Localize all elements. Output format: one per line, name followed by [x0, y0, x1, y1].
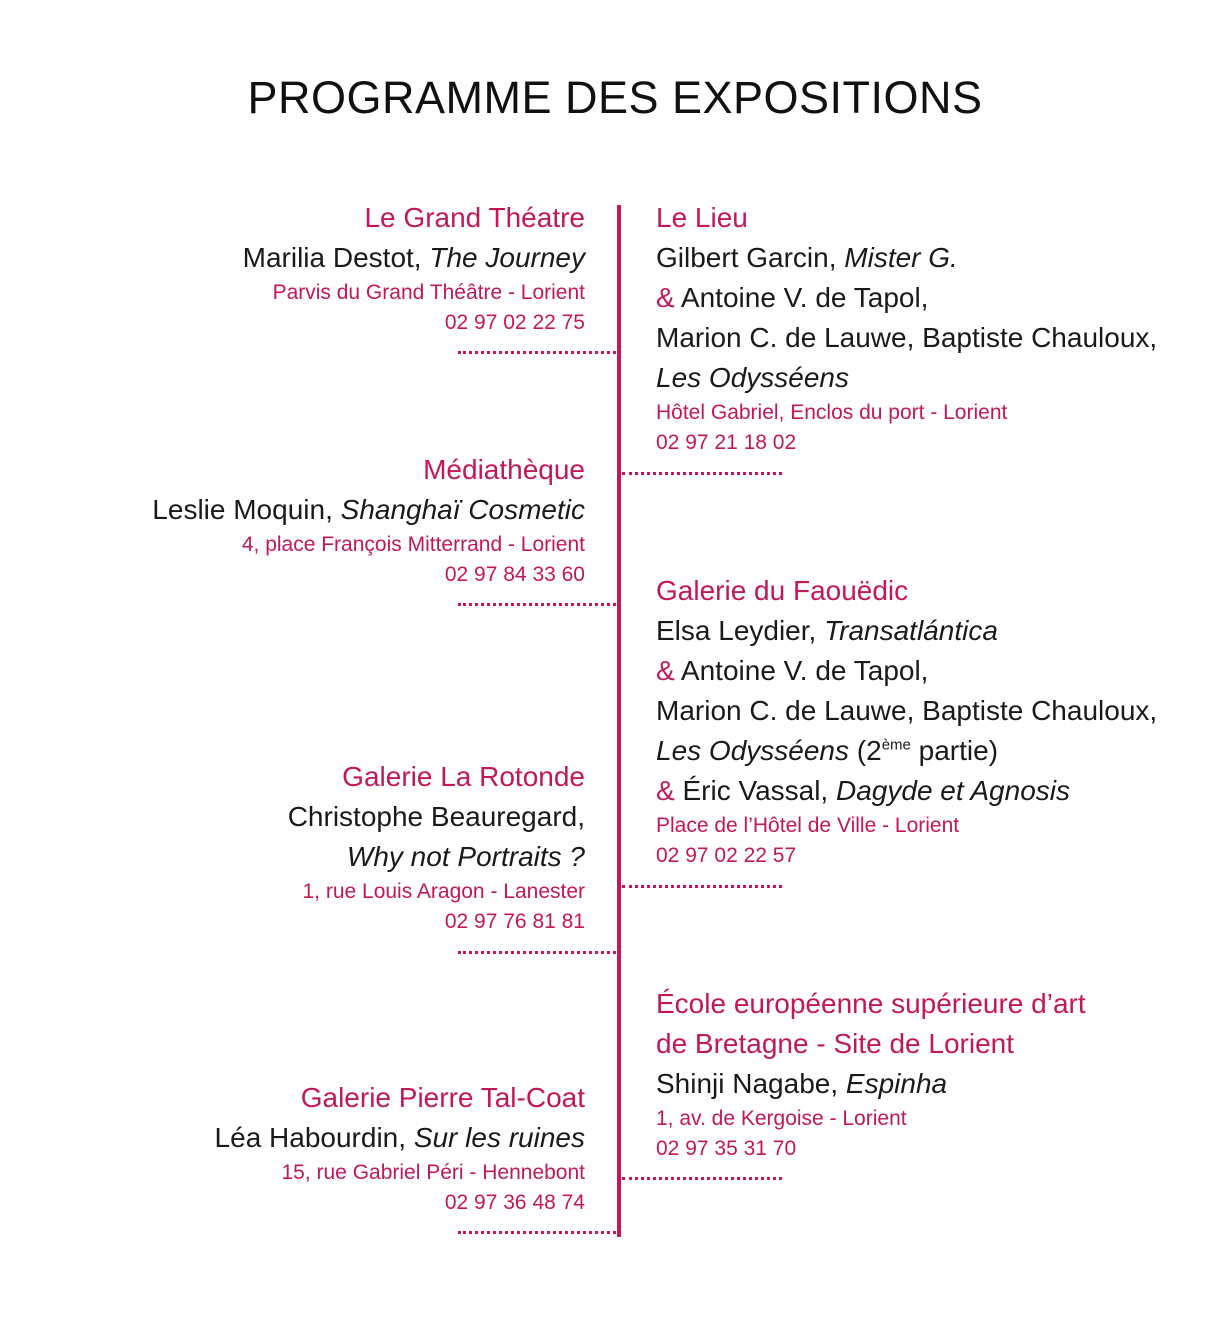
venue-phone: 02 97 76 81 81: [444, 910, 585, 933]
work-title-line: [656, 358, 1157, 398]
venue-block-faouedic: [656, 571, 1157, 871]
artist-name: Léa Habourdin,: [214, 1122, 407, 1153]
venue-phone: 02 97 35 31 70: [656, 1137, 797, 1160]
venue-block-ecole-art-bretagne: [656, 984, 1086, 1164]
work-title: Mister G.: [844, 242, 958, 273]
venue-name-line2: de Bretagne - Site de Lorient: [656, 1028, 1015, 1059]
ampersand: &: [656, 775, 675, 806]
part-label-prefix: (2: [849, 735, 882, 766]
artist-name: Marilia Destot,: [242, 242, 422, 273]
artist-line: [243, 238, 585, 278]
artist-line: [656, 611, 1157, 651]
venue-address: 15, rue Gabriel Péri - Hennebont: [281, 1161, 585, 1184]
work-title: Les Odysséens: [656, 362, 849, 393]
venue-address: Place de l’Hôtel de Ville - Lorient: [656, 814, 960, 837]
artist-line: [656, 771, 1157, 811]
venue-name: Galerie La Rotonde: [342, 761, 585, 792]
artist-name: Christophe Beauregard,: [287, 801, 585, 832]
venue-name: Galerie Pierre Tal-Coat: [300, 1082, 585, 1113]
venue-block-le-lieu: [656, 198, 1157, 458]
artist-name: Leslie Moquin,: [152, 494, 333, 525]
work-title-line: [288, 837, 585, 877]
venue-block-la-rotonde: [288, 757, 585, 937]
work-title-line: [656, 731, 1157, 771]
venue-address: 4, place François Mitterrand - Lorient: [241, 533, 585, 556]
artist-name: Elsa Leydier,: [656, 615, 817, 646]
venue-block-grand-theatre: [243, 198, 585, 338]
venue-phone: 02 97 21 18 02: [656, 431, 797, 454]
part-label-suffix: partie): [910, 735, 999, 766]
artist-line: [656, 278, 1157, 318]
artist-line: [656, 238, 1157, 278]
dotted-connector: [458, 603, 616, 606]
dotted-connector: [622, 885, 782, 888]
work-title: Shanghaï Cosmetic: [340, 494, 585, 525]
ampersand: &: [656, 655, 675, 686]
venue-name: Médiathèque: [423, 454, 585, 485]
venue-phone: 02 97 84 33 60: [444, 563, 585, 586]
venue-address: 1, av. de Kergoise - Lorient: [656, 1107, 907, 1130]
artist-name: Shinji Nagabe,: [656, 1068, 839, 1099]
artist-name: Antoine V. de Tapol,: [680, 282, 929, 313]
dotted-connector: [458, 351, 616, 354]
artist-line: [215, 1118, 585, 1158]
work-title: Dagyde et Agnosis: [836, 775, 1070, 806]
artist-name: Gilbert Garcin,: [656, 242, 837, 273]
venue-phone: 02 97 36 48 74: [444, 1191, 585, 1214]
artist-names: Marion C. de Lauwe, Baptiste Chauloux,: [656, 322, 1158, 353]
artist-line: [656, 651, 1157, 691]
part-label-superscript: ème: [881, 736, 911, 754]
dotted-connector: [458, 1231, 616, 1234]
venue-address: Parvis du Grand Théâtre - Lorient: [272, 281, 585, 304]
venue-phone: 02 97 02 22 75: [444, 311, 585, 334]
work-title: Sur les ruines: [413, 1122, 585, 1153]
timeline-spine: [617, 205, 621, 1237]
artist-line: [152, 490, 585, 530]
venue-name-line1: École européenne supérieure d’art: [656, 988, 1086, 1019]
venue-block-mediatheque: [152, 450, 585, 590]
work-title: Espinha: [845, 1068, 948, 1099]
venue-address: 1, rue Louis Aragon - Lanester: [302, 880, 585, 903]
venue-name: Le Lieu: [656, 202, 748, 233]
venue-name: Galerie du Faouëdic: [656, 575, 909, 606]
venue-block-pierre-tal-coat: [215, 1078, 585, 1218]
venue-name: Le Grand Théatre: [364, 202, 585, 233]
artist-line: [656, 1064, 1086, 1104]
dotted-connector: [622, 472, 782, 475]
artist-name: Antoine V. de Tapol,: [680, 655, 929, 686]
work-title: The Journey: [429, 242, 585, 273]
dotted-connector: [622, 1177, 782, 1180]
venue-address: Hôtel Gabriel, Enclos du port - Lorient: [656, 401, 1008, 424]
artist-names: Marion C. de Lauwe, Baptiste Chauloux,: [656, 695, 1158, 726]
work-title: Les Odysséens: [656, 735, 849, 766]
page-title: PROGRAMME DES EXPOSITIONS: [247, 72, 983, 123]
venue-phone: 02 97 02 22 57: [656, 844, 797, 867]
ampersand: &: [656, 282, 675, 313]
work-title: Transatlántica: [824, 615, 998, 646]
artist-name: Éric Vassal,: [682, 775, 829, 806]
work-title: Why not Portraits ?: [346, 841, 585, 872]
dotted-connector: [458, 951, 616, 954]
